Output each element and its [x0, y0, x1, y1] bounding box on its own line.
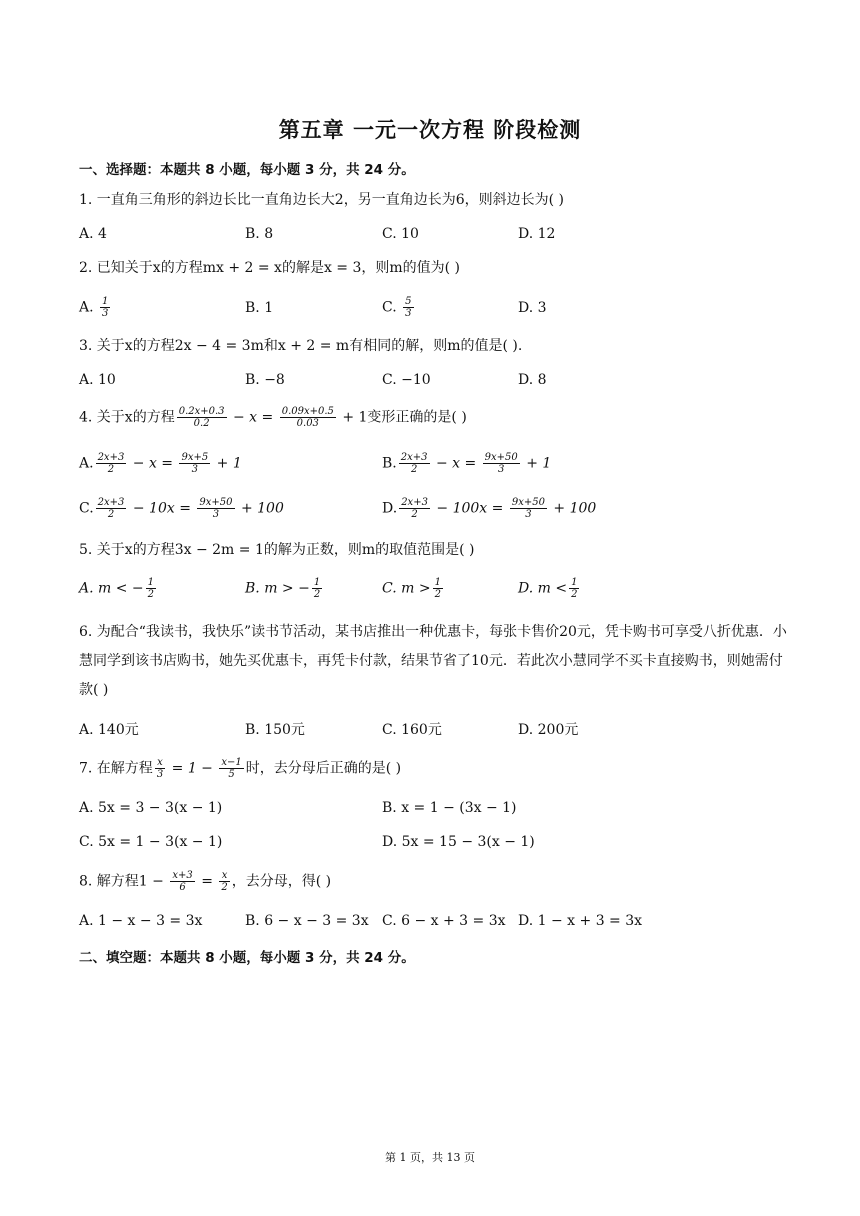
page-footer: 第 1 页，共 13 页 [385, 1151, 475, 1164]
expression: − 100x = [431, 500, 508, 517]
fraction [100, 296, 110, 319]
q4-stem-post: + 1变形正确的是( ) [337, 409, 467, 426]
q8-option-d: D. 1 − x + 3 = 3x [518, 913, 643, 929]
denominator: 2 [107, 464, 115, 475]
option-expression: A. m < − [79, 580, 144, 597]
q4-stem-pre: 4. 关于x的方程 [79, 409, 175, 426]
q7-stem-post: 时，去分母后正确的是( ) [245, 760, 402, 777]
q4-stem-mid: − x = [228, 409, 278, 426]
numerator: 9x+50 [511, 497, 545, 508]
numerator: 9x+5 [181, 452, 209, 463]
q7-option-b: B. x = 1 − (3x − 1) [382, 800, 517, 816]
fraction [433, 577, 443, 600]
q5-option-c [382, 577, 445, 600]
q7-stem-mid: = 1 − [167, 760, 218, 777]
numerator: 2x+3 [400, 452, 428, 463]
q8-option-a: A. 1 − x − 3 = 3x [79, 913, 203, 929]
numerator: 0.09x+0.5 [281, 406, 334, 417]
denominator: 2 [147, 589, 155, 600]
option-expression: C. m > [382, 580, 431, 597]
q1-option-d: D. 12 [518, 226, 556, 242]
q8-stem-mid: = [196, 873, 218, 890]
denominator: 3 [212, 509, 220, 520]
q2-option-d: D. 3 [518, 300, 547, 316]
numerator: 0.2x+0.3 [178, 406, 225, 417]
denominator: 2 [313, 589, 321, 600]
fraction [96, 497, 127, 520]
q6-option-d: D. 200元 [518, 722, 579, 738]
option-label: B. [382, 455, 397, 472]
q2-option-c [382, 296, 416, 319]
option-label: A. [79, 455, 94, 472]
denominator: 0.2 [193, 418, 210, 429]
question-4 [79, 406, 789, 429]
numerator: x [155, 757, 165, 769]
option-expression: B. m > − [245, 580, 310, 597]
q7-option-d: D. 5x = 15 − 3(x − 1) [382, 834, 535, 850]
q8-option-b: B. 6 − x − 3 = 3x [245, 913, 369, 929]
question-7 [79, 757, 789, 780]
q5-option-a [79, 577, 158, 600]
q7-option-c: C. 5x = 1 − 3(x − 1) [79, 834, 223, 850]
numerator: 9x+50 [199, 497, 233, 508]
page-title: 第五章 一元一次方程 阶段检测 [278, 118, 582, 142]
numerator: 2x+3 [97, 452, 125, 463]
option-label: D. [382, 500, 398, 517]
q3-option-c: C. −10 [382, 372, 431, 388]
denominator: 2 [434, 589, 441, 600]
numerator: 1 [313, 577, 321, 588]
q8-option-c: C. 6 − x + 3 = 3x [382, 913, 506, 929]
fraction [197, 497, 234, 520]
q4-option-d [382, 497, 596, 520]
q1-option-a: A. 4 [79, 226, 107, 242]
expression: + 100 [236, 500, 284, 517]
q3-option-d: D. 8 [518, 372, 547, 388]
numerator: 1 [147, 577, 155, 588]
q2-option-b: B. 1 [245, 300, 274, 316]
numerator: 5 [405, 296, 412, 307]
numerator: x−1 [221, 757, 242, 768]
question-6: 6. 为配合“我读书，我快乐”读书节活动，某书店推出一种优惠卡，每张卡售价20元，凭卡购书可享受八折优惠．小慧同学到该书店购书，她先买优惠卡，再凭卡付款，结果节省了10元．若此次小慧同学不买卡直接购书，则她需付款( ) [79, 624, 787, 698]
denominator: 3 [498, 464, 505, 475]
q4-option-b [382, 452, 551, 475]
q7-option-a: A. 5x = 3 − 3(x − 1) [79, 800, 223, 816]
q3-option-a: A. 10 [79, 372, 116, 388]
section-heading-choice: 一、选择题：本题共 8 小题，每小题 3 分，共 24 分。 [79, 162, 415, 178]
numerator: 1 [434, 577, 441, 588]
denominator: 5 [228, 769, 235, 780]
denominator: 0.03 [296, 418, 319, 429]
section-heading-fill-in: 二、填空题：本题共 8 小题，每小题 3 分，共 24 分。 [79, 950, 415, 966]
expression: − x = [431, 455, 481, 472]
numerator: 1 [102, 296, 109, 307]
fraction [146, 577, 156, 600]
numerator: 2x+3 [97, 497, 125, 508]
denominator: 6 [179, 882, 186, 893]
question-5: 5. 关于x的方程3x − 2m = 1的解为正数，则m的取值范围是( ) [79, 542, 475, 558]
option-label: C. [79, 500, 94, 517]
expression: + 100 [548, 500, 597, 517]
q5-option-b [245, 577, 324, 600]
fraction [403, 296, 413, 319]
numerator: 9x+50 [484, 452, 518, 463]
fraction [155, 757, 165, 780]
fraction [483, 452, 520, 475]
denominator: 2 [411, 509, 418, 520]
q2-option-a-label: A. [79, 299, 94, 316]
fraction [219, 870, 229, 893]
numerator: x+3 [172, 870, 193, 881]
fraction [510, 497, 547, 520]
q4-option-a [79, 452, 242, 475]
expression: − 10x = [128, 500, 196, 517]
q1-option-b: B. 8 [245, 226, 274, 242]
option-expression: D. m < [518, 580, 568, 597]
numerator: 2x+3 [401, 497, 428, 508]
fraction [170, 870, 194, 893]
numerator: 1 [571, 577, 578, 588]
denominator: 2 [571, 589, 578, 600]
fraction [96, 452, 127, 475]
q6-option-a: A. 140元 [79, 722, 139, 738]
denominator: 3 [525, 509, 532, 520]
expression: + 1 [521, 455, 552, 472]
q8-stem-pre: 8. 解方程1 − [79, 873, 169, 890]
fraction [312, 577, 322, 600]
fraction [280, 406, 336, 429]
q3-option-b: B. −8 [245, 372, 285, 388]
fraction [219, 757, 243, 780]
fraction [179, 452, 210, 475]
fraction [399, 452, 430, 475]
denominator: 2 [410, 464, 418, 475]
expression: − x = [128, 455, 178, 472]
q4-option-c [79, 497, 284, 520]
q6-option-c: C. 160元 [382, 722, 442, 738]
denominator: 3 [405, 308, 412, 319]
q8-stem-post: ，去分母，得( ) [231, 873, 332, 890]
q2-option-c-label: C. [382, 299, 397, 316]
denominator: 3 [102, 308, 109, 319]
expression: + 1 [212, 455, 242, 472]
numerator: x [219, 870, 229, 882]
denominator: 2 [221, 882, 228, 893]
denominator: 3 [191, 464, 199, 475]
fraction [177, 406, 227, 429]
fraction [569, 577, 579, 600]
denominator: 2 [107, 509, 115, 520]
q5-option-d [518, 577, 581, 600]
question-3: 3. 关于x的方程2x − 4 = 3m和x + 2 = m有相同的解，则m的值是( ). [79, 338, 523, 354]
question-1: 1. 一直角三角形的斜边长比一直角边长大2，另一直角边长为6，则斜边长为( ) [79, 192, 564, 208]
q6-option-b: B. 150元 [245, 722, 305, 738]
fraction [399, 497, 430, 520]
q2-option-a [79, 296, 112, 319]
question-8 [79, 870, 789, 893]
q7-stem-pre: 7. 在解方程 [79, 760, 153, 777]
q1-option-c: C. 10 [382, 226, 419, 242]
denominator: 3 [156, 769, 164, 780]
question-2: 2. 已知关于x的方程mx + 2 = x的解是x = 3，则m的值为( ) [79, 260, 461, 276]
